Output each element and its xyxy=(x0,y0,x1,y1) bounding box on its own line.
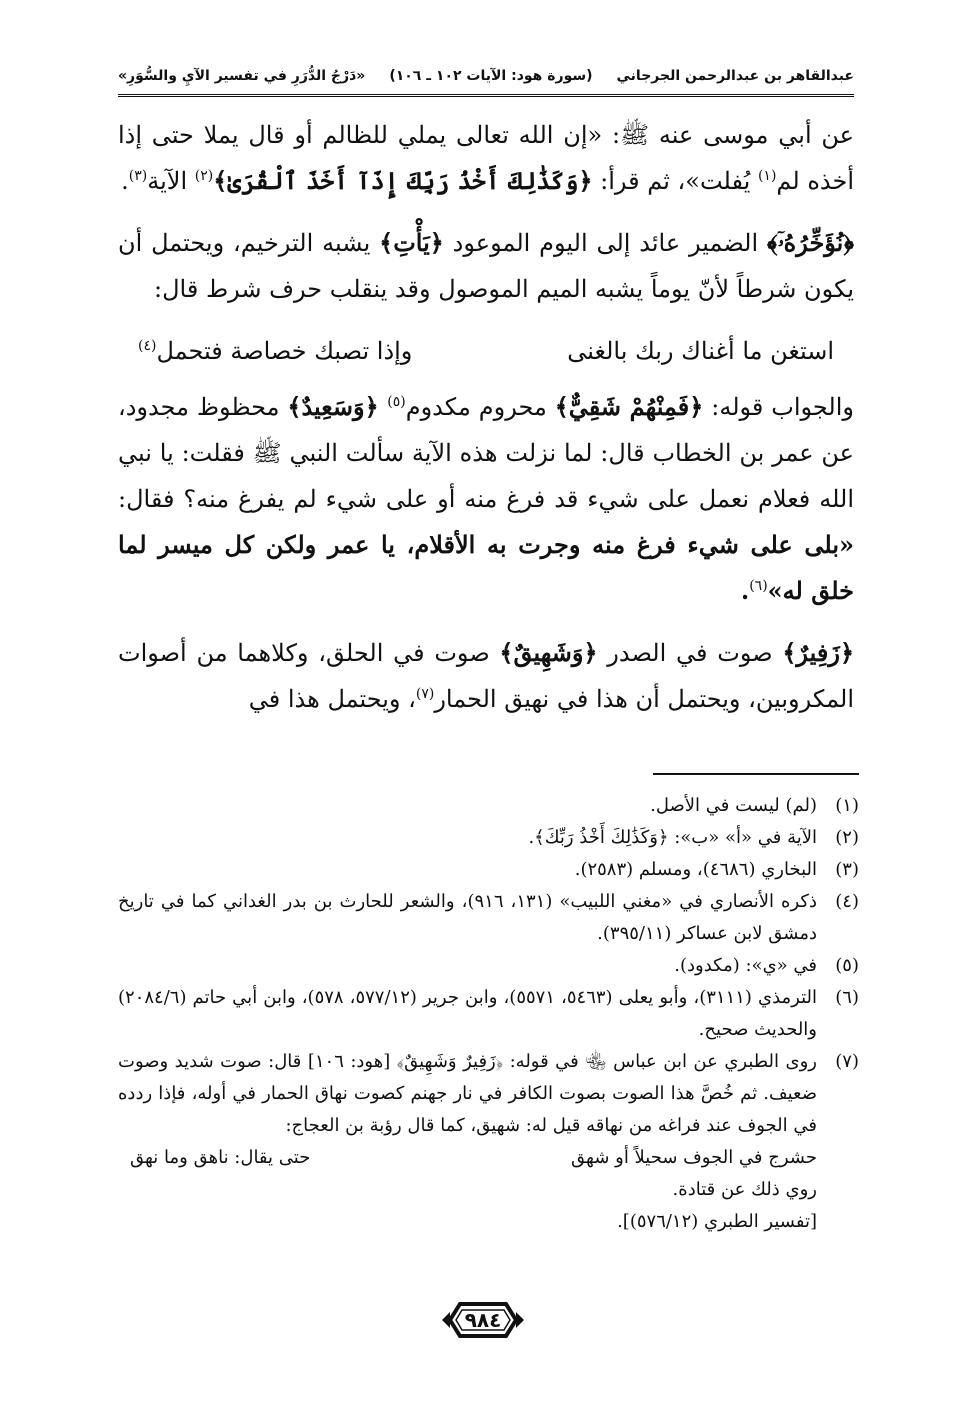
footnote-ref: (٦) xyxy=(749,578,768,594)
footnote-separator xyxy=(653,773,859,775)
footnote-text: الترمذي (٣١١١)، وأبو يعلى (٥٤٦٣، ٥٥٧١)، وابن جرير (٥٧٧/١٢، ٥٧٨)، وابن أبي حاتم (٢٠٨٤/٦) والحديث صحيح. xyxy=(118,987,818,1040)
indent-spacer xyxy=(817,1174,859,1206)
footnote-text: (لم) ليست في الأصل. xyxy=(650,795,817,816)
footnote-ref: (٧) xyxy=(415,686,435,702)
paragraph-3 xyxy=(118,384,854,614)
quran-word: ﴿زَفِيرٌ﴾ xyxy=(782,638,854,667)
page-number-ornament xyxy=(440,1300,526,1340)
hadith-quote: «بلى على شيء فرغ منه وجرت به الأقلام، يا عمر ولكن كل ميسر لما خلق له» xyxy=(118,530,855,605)
footnote-item xyxy=(118,854,859,886)
footnote-text: الآية في «أ» «ب»: ﴿وَكَذَٰلِكَ أَخْذُ رَبِّكَ﴾. xyxy=(528,827,817,848)
quran-word: ﴿فَمِنْهُمْ شَقِيٌّ﴾ xyxy=(554,392,704,421)
footnote-item xyxy=(118,790,859,822)
footnote-item xyxy=(118,886,859,950)
footnote-number: (٥) xyxy=(835,955,859,976)
footnote-poetry-verse xyxy=(118,1142,859,1174)
footnote-item xyxy=(118,822,859,854)
footnote-number: (٦) xyxy=(835,987,859,1008)
footnote-ref: (٢) xyxy=(194,168,214,184)
text-run: محروم مكدوم xyxy=(405,393,555,421)
header-book-title: «دَرْجُ الدُّرَرِ في تفسير الآيِ والسُّوَرِ» xyxy=(118,68,366,84)
footnote-number: (٢) xyxy=(835,827,859,848)
text-run: يُفلت»، ثم قرأ: xyxy=(592,167,758,195)
footnote-text: البخاري (٤٦٨٦)، ومسلم (٢٥٨٣). xyxy=(574,859,817,880)
paragraph-4 xyxy=(118,630,854,722)
footnote-number: (١) xyxy=(835,795,859,816)
running-header xyxy=(118,58,854,97)
verse-first-half: استغن ما أغناك ربك بالغنى xyxy=(567,337,834,365)
text-run: عن أبي موسى عنه ﷺ: «إن الله تعالى يملي للظالم أو قال يملا حتى إذا أخذه لم xyxy=(118,121,854,195)
header-author: عبدالقاهر بن عبدالرحمن الجرجاني xyxy=(616,68,854,84)
indent-spacer xyxy=(817,1206,859,1238)
footnote-text: ذكره الأنصاري في «مغني اللبيب» (١٣١، ٩١٦)، والشعر للحارث بن بدر الغداني كما في تاريخ دمشق لابن عساكر (٣٩٥/١١). xyxy=(118,891,817,944)
footnote-ref: (٣) xyxy=(128,168,148,184)
quran-verse: ﴿وَكَذَٰلِكَ أَخْذُ رَبِّكَ إِذَآ أَخَذَ ٱلْقُرَىٰ﴾ xyxy=(213,166,593,195)
paragraph-1 xyxy=(118,112,854,204)
footnote-item xyxy=(118,950,859,982)
page-number: ٩٨٤ xyxy=(464,1308,502,1332)
footnote-number: (٤) xyxy=(835,891,859,912)
footnote-ref: (٤) xyxy=(138,338,157,354)
poetry-verse xyxy=(118,328,854,374)
footnote-text: [تفسير الطبري (٥٧٦/١٢)]. xyxy=(617,1211,817,1232)
verse-second-half: حتى يقال: ناهق وما نهق xyxy=(130,1147,311,1168)
footnote-ref: (٥) xyxy=(387,394,406,410)
text-run: . xyxy=(121,167,129,195)
verse-first-half: حشرج في الجوف سحيلاً أو شهق xyxy=(571,1147,817,1168)
quran-word: ﴿يَأْتِ﴾ xyxy=(379,228,444,257)
text-run: الضمير عائد إلى اليوم الموعود xyxy=(443,229,767,257)
footnote-continuation xyxy=(118,1206,859,1238)
quran-word: ﴿نُؤَخِّرُهُۥٓ﴾ xyxy=(767,228,854,257)
text-run: ، ويحتمل هذا في xyxy=(248,685,416,713)
paragraph-2 xyxy=(118,220,854,312)
text-run: . xyxy=(740,576,750,605)
footnote-ref: (١) xyxy=(757,168,777,184)
text-run: يشبه الترخيم، ويحتمل أن يكون شرطاً لأنّ يوماً يشبه الميم الموصول وقد ينقلب حرف شرط قال: xyxy=(118,229,854,303)
footnote-item xyxy=(118,1046,859,1142)
header-surah: (سورة هود: الآيات ١٠٢ ـ ١٠٦) xyxy=(389,68,593,84)
quran-word: ﴿وَشَهِيقٌ﴾ xyxy=(499,638,598,667)
text-run: صوت في الحلق، وكلاهما من أصوات المكروبين، ويحتمل أن هذا في نهيق الحمار xyxy=(118,639,854,713)
text-run: الآية xyxy=(147,167,195,195)
footnote-continuation xyxy=(118,1174,859,1206)
text-run: صوت في الصدر xyxy=(597,639,783,667)
quran-word: ﴿وَسَعِيدٌ﴾ xyxy=(287,392,388,421)
footnote-number: (٣) xyxy=(835,859,859,880)
footnotes xyxy=(118,790,859,1238)
text-run: والجواب قوله: xyxy=(703,393,854,421)
text-run: وإذا تصبك خصاصة فتحمل xyxy=(156,337,413,365)
footnote-text: روي ذلك عن قتادة. xyxy=(672,1179,817,1200)
footnote-number: (٧) xyxy=(835,1051,859,1072)
footnote-item xyxy=(118,982,859,1046)
footnote-text: في «ي»: (مكدود). xyxy=(674,955,817,976)
verse-second-half xyxy=(138,328,412,374)
footnote-text: روى الطبري عن ابن عباس ﵄ في قوله: ﴿زَفِيرٌ وَشَهِيقٌ﴾ [هود: ١٠٦] قال: صوت شديد وصوت ضعيف. ثم خُصَّ هذا الصوت بصوت الكافر في نار جهنم كصوت نهاق الحمار في أوله، فإذا ردده في الجوف عند فراغه من نهاقه قيل له: شهيق، كما قال رؤبة بن العجاج: xyxy=(118,1051,817,1136)
text-run: محظوظ مجدود، عن عمر بن الخطاب قال: لما نزلت هذه الآية سألت النبي ﷺ فقلت: يا نبي الله فعلام نعمل على شيء قد فرغ منه أو على شيء لم يفرغ منه؟ فقال: xyxy=(118,393,854,513)
main-text xyxy=(118,112,854,738)
